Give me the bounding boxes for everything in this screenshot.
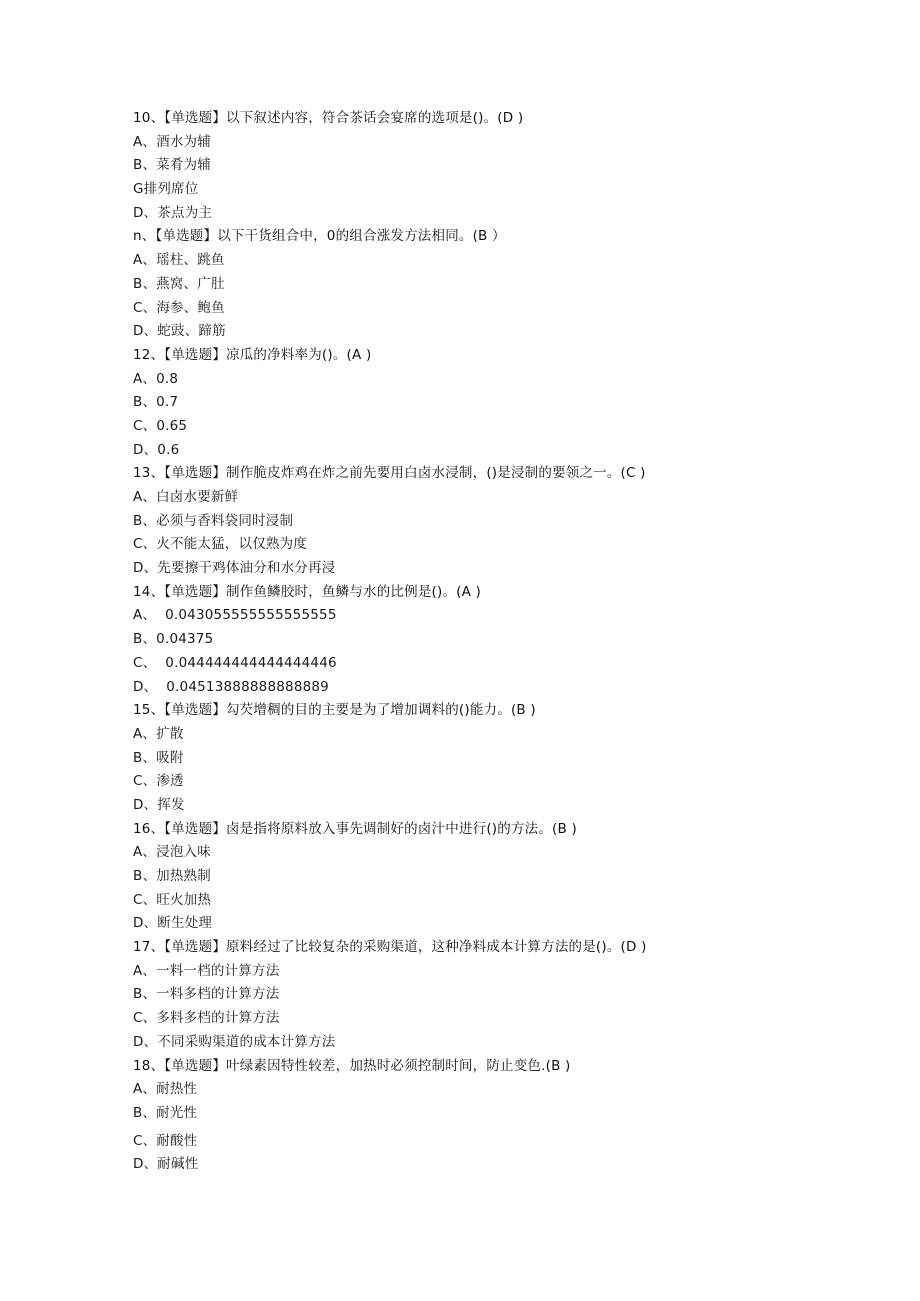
answer-option: D、断生处理 [133, 915, 213, 932]
answer-option: D、不同采购渠道的成本计算方法 [133, 1033, 336, 1050]
answer-option: B、必须与香料袋同时浸制 [133, 512, 294, 529]
answer-option: C、渗透 [133, 773, 184, 790]
answer-option: D、蛇豉、蹄筋 [133, 323, 226, 340]
question-list [133, 107, 893, 1177]
answer-option: C、耐酸性 [133, 1132, 198, 1149]
question-text: 14、【单选题】制作鱼鳞胶时，鱼鳞与水的比例是()。(A ) [133, 583, 482, 600]
answer-option: B、吸附 [133, 749, 184, 766]
answer-option: A、一料一档的计算方法 [133, 962, 280, 979]
question-text: 15、【单选题】勾芡增稠的目的主要是为了增加调料的()能力。(B ) [133, 702, 536, 719]
question-text: 10、【单选题】以下叙述内容，符合茶话会宴席的选项是()。(D ) [133, 110, 524, 126]
answer-option: C、 0.044444444444444446 [133, 654, 337, 671]
answer-option: D、耐碱性 [133, 1156, 199, 1173]
answer-option: A、浸泡入味 [133, 844, 211, 861]
answer-option: B、0.7 [133, 394, 179, 411]
answer-option: B、0.04375 [133, 631, 214, 648]
answer-option: B、燕窝、广肚 [133, 275, 225, 292]
answer-option: D、茶点为主 [133, 204, 213, 221]
answer-option: B、一料多档的计算方法 [133, 986, 280, 1003]
answer-option: D、先要擦干鸡体油分和水分再浸 [133, 560, 336, 577]
answer-option: B、加热熟制 [133, 868, 211, 884]
answer-option: A、耐热性 [133, 1081, 198, 1098]
answer-option: C、多料多档的计算方法 [133, 1010, 280, 1027]
answer-option: C、海参、鲍鱼 [133, 299, 225, 316]
answer-option: C、0.65 [133, 417, 188, 434]
answer-option: A、 0.043055555555555555 [133, 607, 337, 624]
answer-option: G排列席位 [133, 181, 199, 198]
question-text: 12、【单选题】凉瓜的净料率为()。(A ) [133, 346, 372, 363]
question-text: 16、【单选题】卤是指将原料放入事先调制好的卤汁中进行()的方法。(B ) [133, 820, 577, 837]
answer-option: A、0.8 [133, 370, 179, 387]
answer-option: A、酒水为辅 [133, 133, 211, 150]
question-text: 17、【单选题】原料经过了比较复杂的采购渠道，这种净料成本计算方法的是()。(D ) [133, 939, 647, 956]
answer-option: D、 0.04513888888888889 [133, 678, 329, 695]
answer-option: C、火不能太猛，以仅熟为度 [133, 536, 308, 553]
answer-option: B、菜肴为辅 [133, 157, 211, 174]
answer-option: A、扩散 [133, 725, 184, 742]
answer-option: D、挥发 [133, 796, 185, 813]
answer-option: A、白卤水要新鲜 [133, 489, 239, 505]
question-text: n、【单选题】以下干货组合中，0的组合涨发方法相同。(B ） [133, 228, 506, 245]
answer-option: B、耐光性 [133, 1104, 198, 1121]
answer-option: C、旺火加热 [133, 891, 212, 908]
answer-option: A、瑶柱、跳鱼 [133, 252, 225, 269]
question-text: 13、【单选题】制作脆皮炸鸡在炸之前先要用白卤水浸制，()是浸制的要领之一。(C ) [133, 465, 646, 482]
question-text: 18、【单选题】叶绿素因特性较差，加热时必须控制时间，防止变色.(B ) [133, 1057, 571, 1074]
answer-option: D、0.6 [133, 441, 180, 458]
